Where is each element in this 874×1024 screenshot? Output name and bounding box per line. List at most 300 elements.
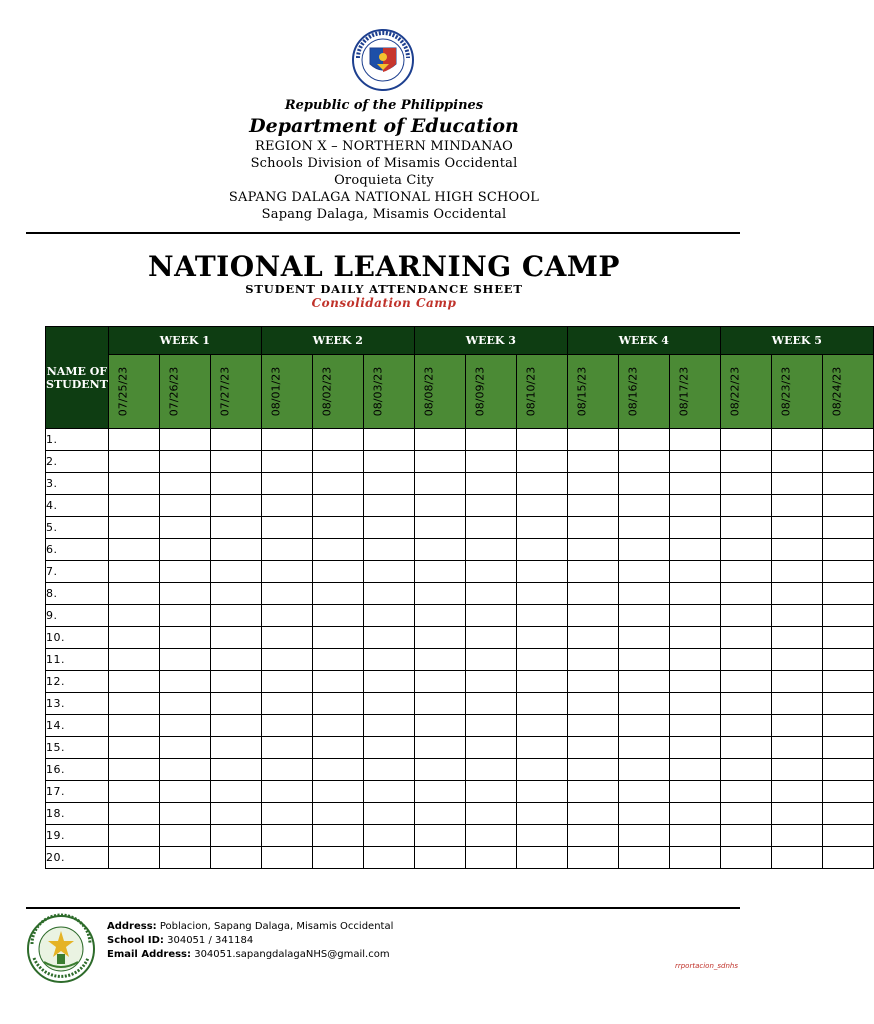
student-name-cell[interactable]: 15. <box>46 737 109 759</box>
student-name-cell[interactable]: 6. <box>46 539 109 561</box>
attendance-cell[interactable] <box>669 847 720 869</box>
attendance-cell[interactable] <box>414 649 465 671</box>
attendance-cell[interactable] <box>159 517 210 539</box>
attendance-cell[interactable] <box>516 517 567 539</box>
attendance-cell[interactable] <box>720 495 771 517</box>
attendance-cell[interactable] <box>210 715 261 737</box>
attendance-cell[interactable] <box>108 451 159 473</box>
attendance-cell[interactable] <box>465 671 516 693</box>
attendance-cell[interactable] <box>363 693 414 715</box>
attendance-cell[interactable] <box>465 803 516 825</box>
attendance-cell[interactable] <box>465 693 516 715</box>
attendance-cell[interactable] <box>363 605 414 627</box>
attendance-cell[interactable] <box>363 803 414 825</box>
attendance-cell[interactable] <box>669 451 720 473</box>
attendance-cell[interactable] <box>210 561 261 583</box>
attendance-cell[interactable] <box>312 671 363 693</box>
attendance-cell[interactable] <box>567 495 618 517</box>
attendance-cell[interactable] <box>822 737 873 759</box>
attendance-cell[interactable] <box>669 495 720 517</box>
attendance-cell[interactable] <box>465 715 516 737</box>
attendance-cell[interactable] <box>261 583 312 605</box>
attendance-cell[interactable] <box>312 649 363 671</box>
attendance-cell[interactable] <box>465 517 516 539</box>
attendance-cell[interactable] <box>771 605 822 627</box>
attendance-cell[interactable] <box>261 561 312 583</box>
attendance-cell[interactable] <box>720 583 771 605</box>
attendance-cell[interactable] <box>465 561 516 583</box>
attendance-cell[interactable] <box>465 825 516 847</box>
attendance-cell[interactable] <box>312 781 363 803</box>
attendance-cell[interactable] <box>210 737 261 759</box>
attendance-cell[interactable] <box>618 495 669 517</box>
attendance-cell[interactable] <box>720 803 771 825</box>
attendance-cell[interactable] <box>210 429 261 451</box>
attendance-cell[interactable] <box>567 561 618 583</box>
attendance-cell[interactable] <box>618 583 669 605</box>
attendance-cell[interactable] <box>159 847 210 869</box>
attendance-cell[interactable] <box>669 649 720 671</box>
attendance-cell[interactable] <box>618 671 669 693</box>
attendance-cell[interactable] <box>465 737 516 759</box>
attendance-cell[interactable] <box>363 781 414 803</box>
attendance-cell[interactable] <box>516 737 567 759</box>
attendance-cell[interactable] <box>108 693 159 715</box>
attendance-cell[interactable] <box>159 495 210 517</box>
attendance-cell[interactable] <box>567 671 618 693</box>
attendance-cell[interactable] <box>414 671 465 693</box>
attendance-cell[interactable] <box>516 803 567 825</box>
attendance-cell[interactable] <box>210 693 261 715</box>
attendance-cell[interactable] <box>363 825 414 847</box>
attendance-cell[interactable] <box>771 825 822 847</box>
attendance-cell[interactable] <box>108 429 159 451</box>
attendance-cell[interactable] <box>261 759 312 781</box>
attendance-cell[interactable] <box>720 759 771 781</box>
attendance-cell[interactable] <box>414 847 465 869</box>
attendance-cell[interactable] <box>108 473 159 495</box>
attendance-cell[interactable] <box>414 473 465 495</box>
attendance-cell[interactable] <box>261 473 312 495</box>
attendance-cell[interactable] <box>363 649 414 671</box>
attendance-cell[interactable] <box>669 517 720 539</box>
attendance-cell[interactable] <box>261 715 312 737</box>
attendance-cell[interactable] <box>516 759 567 781</box>
attendance-cell[interactable] <box>363 759 414 781</box>
attendance-cell[interactable] <box>669 781 720 803</box>
attendance-cell[interactable] <box>618 847 669 869</box>
attendance-cell[interactable] <box>108 847 159 869</box>
attendance-cell[interactable] <box>465 781 516 803</box>
attendance-cell[interactable] <box>822 847 873 869</box>
student-name-cell[interactable]: 16. <box>46 759 109 781</box>
attendance-cell[interactable] <box>312 715 363 737</box>
attendance-cell[interactable] <box>159 803 210 825</box>
attendance-cell[interactable] <box>414 605 465 627</box>
attendance-cell[interactable] <box>669 627 720 649</box>
attendance-cell[interactable] <box>465 627 516 649</box>
attendance-cell[interactable] <box>771 473 822 495</box>
attendance-cell[interactable] <box>108 627 159 649</box>
attendance-cell[interactable] <box>618 737 669 759</box>
attendance-cell[interactable] <box>771 561 822 583</box>
attendance-cell[interactable] <box>516 605 567 627</box>
attendance-cell[interactable] <box>618 451 669 473</box>
attendance-cell[interactable] <box>822 759 873 781</box>
attendance-cell[interactable] <box>261 605 312 627</box>
attendance-cell[interactable] <box>567 583 618 605</box>
attendance-cell[interactable] <box>261 825 312 847</box>
student-name-cell[interactable]: 12. <box>46 671 109 693</box>
attendance-cell[interactable] <box>210 781 261 803</box>
attendance-cell[interactable] <box>312 539 363 561</box>
attendance-cell[interactable] <box>414 825 465 847</box>
attendance-cell[interactable] <box>822 539 873 561</box>
attendance-cell[interactable] <box>414 539 465 561</box>
attendance-cell[interactable] <box>516 825 567 847</box>
attendance-cell[interactable] <box>720 561 771 583</box>
attendance-cell[interactable] <box>414 583 465 605</box>
attendance-cell[interactable] <box>465 451 516 473</box>
attendance-cell[interactable] <box>516 649 567 671</box>
attendance-cell[interactable] <box>771 847 822 869</box>
attendance-cell[interactable] <box>618 693 669 715</box>
attendance-cell[interactable] <box>720 825 771 847</box>
attendance-cell[interactable] <box>108 803 159 825</box>
attendance-cell[interactable] <box>771 627 822 649</box>
attendance-cell[interactable] <box>363 561 414 583</box>
attendance-cell[interactable] <box>414 693 465 715</box>
attendance-cell[interactable] <box>210 495 261 517</box>
attendance-cell[interactable] <box>312 605 363 627</box>
attendance-cell[interactable] <box>465 473 516 495</box>
attendance-cell[interactable] <box>465 759 516 781</box>
attendance-cell[interactable] <box>669 693 720 715</box>
attendance-cell[interactable] <box>618 649 669 671</box>
attendance-cell[interactable] <box>159 781 210 803</box>
attendance-cell[interactable] <box>414 759 465 781</box>
attendance-cell[interactable] <box>108 715 159 737</box>
attendance-cell[interactable] <box>465 605 516 627</box>
attendance-cell[interactable] <box>822 561 873 583</box>
attendance-cell[interactable] <box>363 429 414 451</box>
attendance-cell[interactable] <box>312 429 363 451</box>
attendance-cell[interactable] <box>822 803 873 825</box>
attendance-cell[interactable] <box>669 605 720 627</box>
attendance-cell[interactable] <box>210 539 261 561</box>
attendance-cell[interactable] <box>312 737 363 759</box>
attendance-cell[interactable] <box>516 847 567 869</box>
attendance-cell[interactable] <box>516 495 567 517</box>
attendance-cell[interactable] <box>159 759 210 781</box>
attendance-cell[interactable] <box>312 561 363 583</box>
attendance-cell[interactable] <box>669 715 720 737</box>
attendance-cell[interactable] <box>159 429 210 451</box>
attendance-cell[interactable] <box>363 847 414 869</box>
attendance-cell[interactable] <box>312 803 363 825</box>
attendance-cell[interactable] <box>720 781 771 803</box>
student-name-cell[interactable]: 5. <box>46 517 109 539</box>
attendance-cell[interactable] <box>363 517 414 539</box>
attendance-cell[interactable] <box>159 627 210 649</box>
attendance-cell[interactable] <box>210 583 261 605</box>
attendance-cell[interactable] <box>414 627 465 649</box>
attendance-cell[interactable] <box>618 539 669 561</box>
attendance-cell[interactable] <box>363 539 414 561</box>
student-name-cell[interactable]: 8. <box>46 583 109 605</box>
attendance-cell[interactable] <box>312 825 363 847</box>
attendance-cell[interactable] <box>414 451 465 473</box>
attendance-cell[interactable] <box>108 517 159 539</box>
attendance-cell[interactable] <box>720 847 771 869</box>
attendance-cell[interactable] <box>822 627 873 649</box>
attendance-cell[interactable] <box>210 671 261 693</box>
attendance-cell[interactable] <box>312 693 363 715</box>
attendance-cell[interactable] <box>822 495 873 517</box>
attendance-cell[interactable] <box>720 649 771 671</box>
attendance-cell[interactable] <box>822 583 873 605</box>
attendance-cell[interactable] <box>516 473 567 495</box>
attendance-cell[interactable] <box>516 583 567 605</box>
attendance-cell[interactable] <box>516 451 567 473</box>
attendance-cell[interactable] <box>567 429 618 451</box>
attendance-cell[interactable] <box>669 737 720 759</box>
attendance-cell[interactable] <box>159 693 210 715</box>
attendance-cell[interactable] <box>720 517 771 539</box>
attendance-cell[interactable] <box>771 693 822 715</box>
attendance-cell[interactable] <box>771 583 822 605</box>
attendance-cell[interactable] <box>720 671 771 693</box>
attendance-cell[interactable] <box>312 451 363 473</box>
attendance-cell[interactable] <box>261 737 312 759</box>
attendance-cell[interactable] <box>159 473 210 495</box>
attendance-cell[interactable] <box>363 451 414 473</box>
attendance-cell[interactable] <box>108 649 159 671</box>
attendance-cell[interactable] <box>771 737 822 759</box>
attendance-cell[interactable] <box>618 781 669 803</box>
attendance-cell[interactable] <box>108 539 159 561</box>
attendance-cell[interactable] <box>669 825 720 847</box>
attendance-cell[interactable] <box>465 539 516 561</box>
attendance-cell[interactable] <box>261 671 312 693</box>
attendance-cell[interactable] <box>108 781 159 803</box>
attendance-cell[interactable] <box>516 671 567 693</box>
attendance-cell[interactable] <box>108 495 159 517</box>
attendance-cell[interactable] <box>771 803 822 825</box>
attendance-cell[interactable] <box>312 627 363 649</box>
attendance-cell[interactable] <box>159 583 210 605</box>
attendance-cell[interactable] <box>210 451 261 473</box>
student-name-cell[interactable]: 19. <box>46 825 109 847</box>
attendance-cell[interactable] <box>210 847 261 869</box>
student-name-cell[interactable]: 20. <box>46 847 109 869</box>
attendance-cell[interactable] <box>414 715 465 737</box>
attendance-cell[interactable] <box>618 825 669 847</box>
attendance-cell[interactable] <box>312 583 363 605</box>
attendance-cell[interactable] <box>465 583 516 605</box>
attendance-cell[interactable] <box>210 473 261 495</box>
attendance-cell[interactable] <box>414 561 465 583</box>
attendance-cell[interactable] <box>516 429 567 451</box>
attendance-cell[interactable] <box>363 583 414 605</box>
attendance-cell[interactable] <box>669 473 720 495</box>
attendance-cell[interactable] <box>261 649 312 671</box>
attendance-cell[interactable] <box>261 847 312 869</box>
student-name-cell[interactable]: 7. <box>46 561 109 583</box>
attendance-cell[interactable] <box>771 671 822 693</box>
attendance-cell[interactable] <box>414 781 465 803</box>
attendance-cell[interactable] <box>108 583 159 605</box>
attendance-cell[interactable] <box>822 715 873 737</box>
attendance-cell[interactable] <box>414 517 465 539</box>
attendance-cell[interactable] <box>414 429 465 451</box>
attendance-cell[interactable] <box>261 451 312 473</box>
attendance-cell[interactable] <box>261 803 312 825</box>
attendance-cell[interactable] <box>210 825 261 847</box>
attendance-cell[interactable] <box>414 495 465 517</box>
attendance-cell[interactable] <box>567 847 618 869</box>
attendance-cell[interactable] <box>822 649 873 671</box>
attendance-cell[interactable] <box>210 803 261 825</box>
attendance-cell[interactable] <box>618 803 669 825</box>
attendance-cell[interactable] <box>618 759 669 781</box>
attendance-cell[interactable] <box>567 627 618 649</box>
attendance-cell[interactable] <box>720 737 771 759</box>
student-name-cell[interactable]: 2. <box>46 451 109 473</box>
attendance-cell[interactable] <box>567 781 618 803</box>
attendance-cell[interactable] <box>618 715 669 737</box>
attendance-cell[interactable] <box>567 715 618 737</box>
attendance-cell[interactable] <box>465 847 516 869</box>
attendance-cell[interactable] <box>567 737 618 759</box>
attendance-cell[interactable] <box>516 693 567 715</box>
student-name-cell[interactable]: 1. <box>46 429 109 451</box>
attendance-cell[interactable] <box>822 473 873 495</box>
attendance-cell[interactable] <box>210 649 261 671</box>
attendance-cell[interactable] <box>108 825 159 847</box>
attendance-cell[interactable] <box>771 781 822 803</box>
attendance-cell[interactable] <box>261 517 312 539</box>
attendance-cell[interactable] <box>720 605 771 627</box>
attendance-cell[interactable] <box>261 539 312 561</box>
attendance-cell[interactable] <box>720 429 771 451</box>
attendance-cell[interactable] <box>312 847 363 869</box>
attendance-cell[interactable] <box>720 451 771 473</box>
attendance-cell[interactable] <box>567 605 618 627</box>
attendance-cell[interactable] <box>159 539 210 561</box>
attendance-cell[interactable] <box>669 429 720 451</box>
student-name-cell[interactable]: 3. <box>46 473 109 495</box>
attendance-cell[interactable] <box>771 649 822 671</box>
attendance-cell[interactable] <box>618 605 669 627</box>
attendance-cell[interactable] <box>567 803 618 825</box>
student-name-cell[interactable]: 11. <box>46 649 109 671</box>
attendance-cell[interactable] <box>771 429 822 451</box>
attendance-cell[interactable] <box>618 561 669 583</box>
attendance-cell[interactable] <box>312 759 363 781</box>
attendance-cell[interactable] <box>822 605 873 627</box>
attendance-cell[interactable] <box>669 803 720 825</box>
attendance-cell[interactable] <box>108 759 159 781</box>
attendance-cell[interactable] <box>567 539 618 561</box>
attendance-cell[interactable] <box>771 495 822 517</box>
attendance-cell[interactable] <box>159 825 210 847</box>
attendance-cell[interactable] <box>363 495 414 517</box>
attendance-cell[interactable] <box>516 539 567 561</box>
attendance-cell[interactable] <box>618 517 669 539</box>
attendance-cell[interactable] <box>159 649 210 671</box>
student-name-cell[interactable]: 9. <box>46 605 109 627</box>
attendance-cell[interactable] <box>669 759 720 781</box>
attendance-cell[interactable] <box>567 649 618 671</box>
attendance-cell[interactable] <box>567 825 618 847</box>
attendance-cell[interactable] <box>210 627 261 649</box>
attendance-cell[interactable] <box>771 539 822 561</box>
attendance-cell[interactable] <box>210 759 261 781</box>
attendance-cell[interactable] <box>822 781 873 803</box>
attendance-cell[interactable] <box>261 627 312 649</box>
attendance-cell[interactable] <box>822 671 873 693</box>
attendance-cell[interactable] <box>414 737 465 759</box>
attendance-cell[interactable] <box>210 517 261 539</box>
student-name-cell[interactable]: 14. <box>46 715 109 737</box>
attendance-cell[interactable] <box>771 517 822 539</box>
attendance-cell[interactable] <box>516 561 567 583</box>
attendance-cell[interactable] <box>567 517 618 539</box>
attendance-cell[interactable] <box>822 451 873 473</box>
attendance-cell[interactable] <box>159 715 210 737</box>
attendance-cell[interactable] <box>720 715 771 737</box>
attendance-cell[interactable] <box>363 737 414 759</box>
attendance-cell[interactable] <box>108 561 159 583</box>
attendance-cell[interactable] <box>363 671 414 693</box>
attendance-cell[interactable] <box>159 561 210 583</box>
attendance-cell[interactable] <box>720 473 771 495</box>
attendance-cell[interactable] <box>669 561 720 583</box>
attendance-cell[interactable] <box>771 715 822 737</box>
attendance-cell[interactable] <box>618 627 669 649</box>
attendance-cell[interactable] <box>822 429 873 451</box>
student-name-cell[interactable]: 18. <box>46 803 109 825</box>
attendance-cell[interactable] <box>363 627 414 649</box>
attendance-cell[interactable] <box>363 473 414 495</box>
attendance-cell[interactable] <box>312 517 363 539</box>
attendance-cell[interactable] <box>771 451 822 473</box>
attendance-cell[interactable] <box>108 671 159 693</box>
attendance-cell[interactable] <box>618 429 669 451</box>
attendance-cell[interactable] <box>108 605 159 627</box>
attendance-cell[interactable] <box>312 495 363 517</box>
attendance-cell[interactable] <box>465 429 516 451</box>
attendance-cell[interactable] <box>516 715 567 737</box>
attendance-cell[interactable] <box>720 693 771 715</box>
attendance-cell[interactable] <box>567 693 618 715</box>
attendance-cell[interactable] <box>159 605 210 627</box>
attendance-cell[interactable] <box>822 517 873 539</box>
attendance-cell[interactable] <box>210 605 261 627</box>
email-value[interactable]: 304051.sapangdalagaNHS@gmail.com <box>194 949 390 960</box>
attendance-cell[interactable] <box>567 451 618 473</box>
attendance-cell[interactable] <box>720 627 771 649</box>
attendance-cell[interactable] <box>261 693 312 715</box>
attendance-cell[interactable] <box>261 429 312 451</box>
attendance-cell[interactable] <box>567 473 618 495</box>
attendance-cell[interactable] <box>159 737 210 759</box>
student-name-cell[interactable]: 13. <box>46 693 109 715</box>
attendance-cell[interactable] <box>516 781 567 803</box>
attendance-cell[interactable] <box>159 451 210 473</box>
attendance-cell[interactable] <box>669 583 720 605</box>
